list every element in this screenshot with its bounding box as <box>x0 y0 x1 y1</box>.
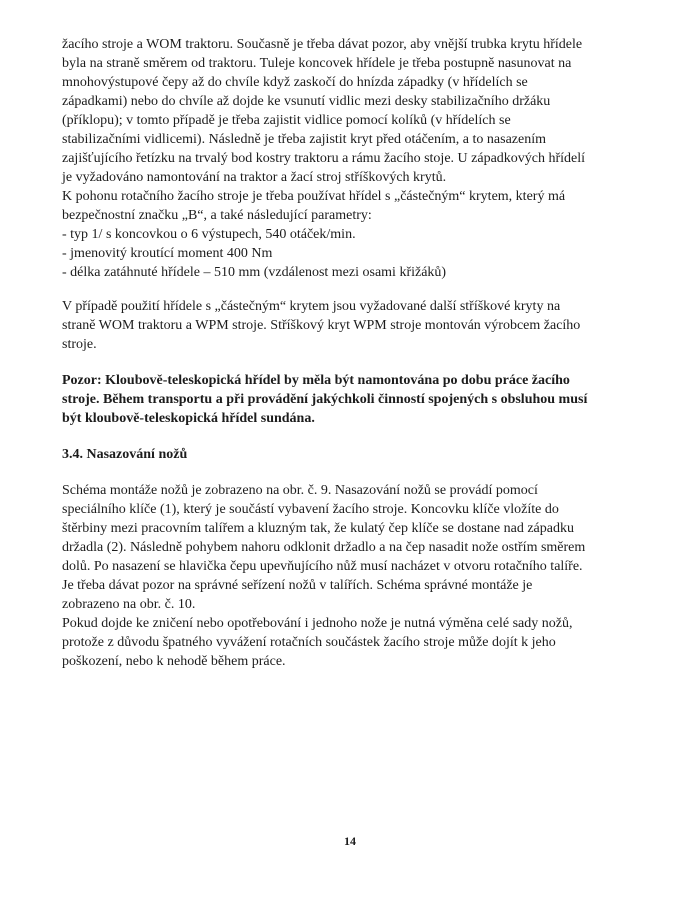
text-line: mnohovýstupové čepy až do chvíle když zaskočí do hnízda západky (v hřídelích se <box>62 75 528 90</box>
text-line: Je třeba dávat pozor na správné seřízení nožů v talířích. Schéma správné montáže je <box>62 578 533 593</box>
text-line: K pohonu rotačního žacího stroje je třeba používat hřídel s „částečným“ krytem, který má <box>62 189 566 204</box>
text-line: byla na straně směrem od traktoru. Tuleje koncovek hřídele je třeba postupně nasunovat na <box>62 56 572 71</box>
text-line: bezpečnostní značku „B“, a také následující parametry: <box>62 208 372 223</box>
text-line: štěrbiny mezi pracovním talířem a kluzným tak, že kulatý čep klíče se dostane nad západku <box>62 521 574 536</box>
warning-line: stroje. Během transportu a při provádění jakýchkoli činností spojených s obsluhou musí <box>62 392 588 407</box>
warning-line: Pozor: Kloubově-teleskopická hřídel by měla být namontována po dobu práce žacího <box>62 373 570 388</box>
text-line: V případě použití hřídele s „částečným“ krytem jsou vyžadované další stříškové kryty na <box>62 299 561 314</box>
text-line: stabilizačními vidlicemi). Následně je třeba zajistit kryt před otáčením, a to nasazením <box>62 132 546 147</box>
text-line: straně WOM traktoru a WPM stroje. Stříškový kryt WPM stroje montován výrobcem žacího <box>62 318 581 333</box>
text-line: protože z důvodu špatného vyvážení rotačních součástek žacího stroje může dojít k jeho <box>62 635 556 650</box>
text-line: držadla (2). Následně pohybem nahoru odklonit držadlo a na čep nasadit nože ostřím směrem <box>62 540 586 555</box>
text-line: stroje. <box>62 337 97 352</box>
text-line: žacího stroje a WOM traktoru. Současně je třeba dávat pozor, aby vnější trubka krytu hřídele <box>62 37 583 52</box>
text-line: je vyžadováno namontování na traktor a žací stroj stříškových krytů. <box>62 170 447 185</box>
text-line: speciálního klíče (1), který je součástí vybavení žacího stroje. Koncovku klíče vložíte do <box>62 502 559 517</box>
warning-line: být kloubově-teleskopická hřídel sundána. <box>62 411 315 426</box>
list-item: - jmenovitý kroutící moment 400 Nm <box>62 246 273 261</box>
section-heading: 3.4. Nasazování nožů <box>62 447 188 462</box>
text-line: poškození, nebo k nehodě během práce. <box>62 654 286 669</box>
text-line: západkami) nebo do chvíle až dojde ke vsunutí vidlic mezi desky stabilizačního držáku <box>62 94 551 109</box>
text-line: dolů. Po nasazení se hlavička čepu upevňujícího nůž musí nacházet v otvoru rotačního talíře. <box>62 559 583 574</box>
text-line: zobrazeno na obr. č. 10. <box>62 597 196 612</box>
text-line: Schéma montáže nožů je zobrazeno na obr. č. 9. Nasazování nožů se provádí pomocí <box>62 483 538 498</box>
list-item: - délka zatáhnuté hřídele – 510 mm (vzdálenost mezi osami křižáků) <box>62 265 447 280</box>
page-number: 14 <box>344 834 356 848</box>
text-line: zajišťujícího řetízku na trvalý bod kostry traktoru a rámu žacího stoje. U západkových hřídelí <box>62 151 586 166</box>
text-line: (příklopu); v tomto případě je třeba zajistit vidlice pomocí kolíků (v hřídelích se <box>62 113 511 128</box>
list-item: - typ 1/ s koncovkou o 6 výstupech, 540 otáček/min. <box>62 227 356 242</box>
text-line: Pokud dojde ke zničení nebo opotřebování i jednoho nože je nutná výměna celé sady nožů, <box>62 616 573 631</box>
